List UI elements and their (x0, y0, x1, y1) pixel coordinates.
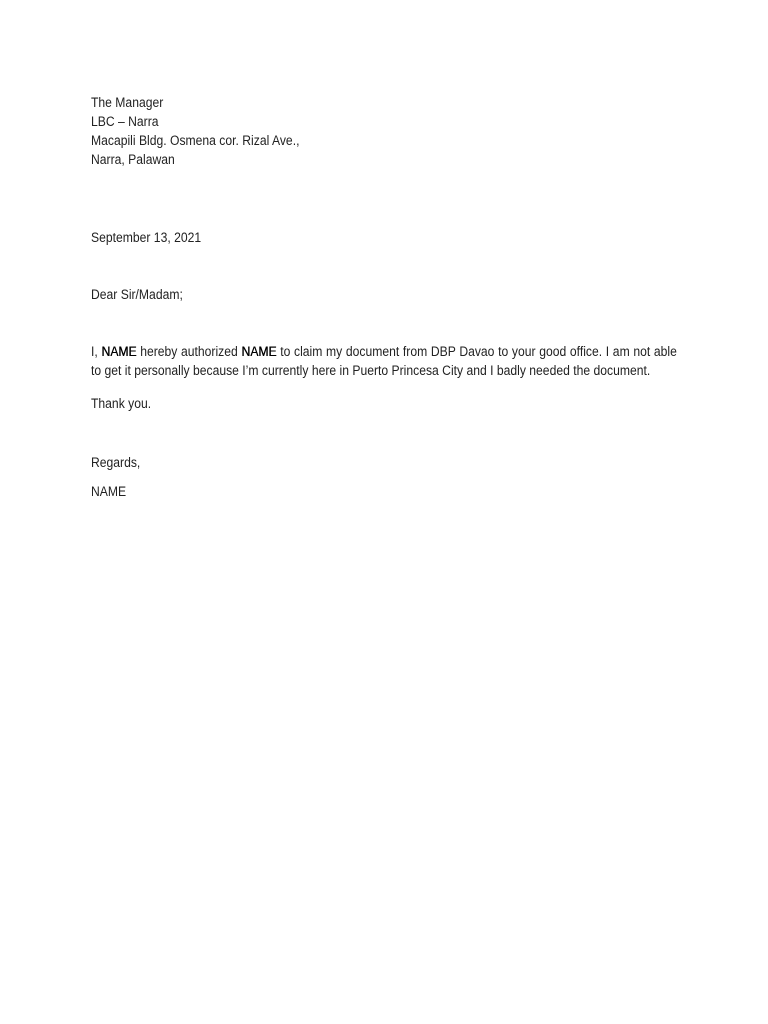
authorizer-name: NAME (101, 344, 137, 359)
body-lead: I, (91, 344, 102, 359)
letter-body (91, 93, 677, 501)
letter-date: September 13, 2021 (91, 230, 202, 245)
recipient-city: Narra, Palawan (91, 152, 175, 167)
recipient-title: The Manager (91, 95, 164, 110)
signature-name: NAME (91, 483, 127, 499)
recipient-company: LBC – Narra (91, 114, 159, 129)
recipient-street: Macapili Bldg. Osmena cor. Rizal Ave., (91, 133, 300, 148)
thank-you: Thank you. (91, 395, 152, 411)
closing: Regards, (91, 454, 141, 470)
recipient-address (91, 93, 677, 169)
body-mid: hereby authorized (136, 344, 242, 359)
body-paragraph (91, 342, 677, 380)
salutation: Dear Sir/Madam; (91, 287, 183, 302)
authorized-name: NAME (241, 344, 277, 359)
body-rest: to claim my document from DBP Davao to your good office. I am not able to get it personally because I’m currently here in Puerto Princesa City and I badly needed the document. (91, 344, 677, 378)
